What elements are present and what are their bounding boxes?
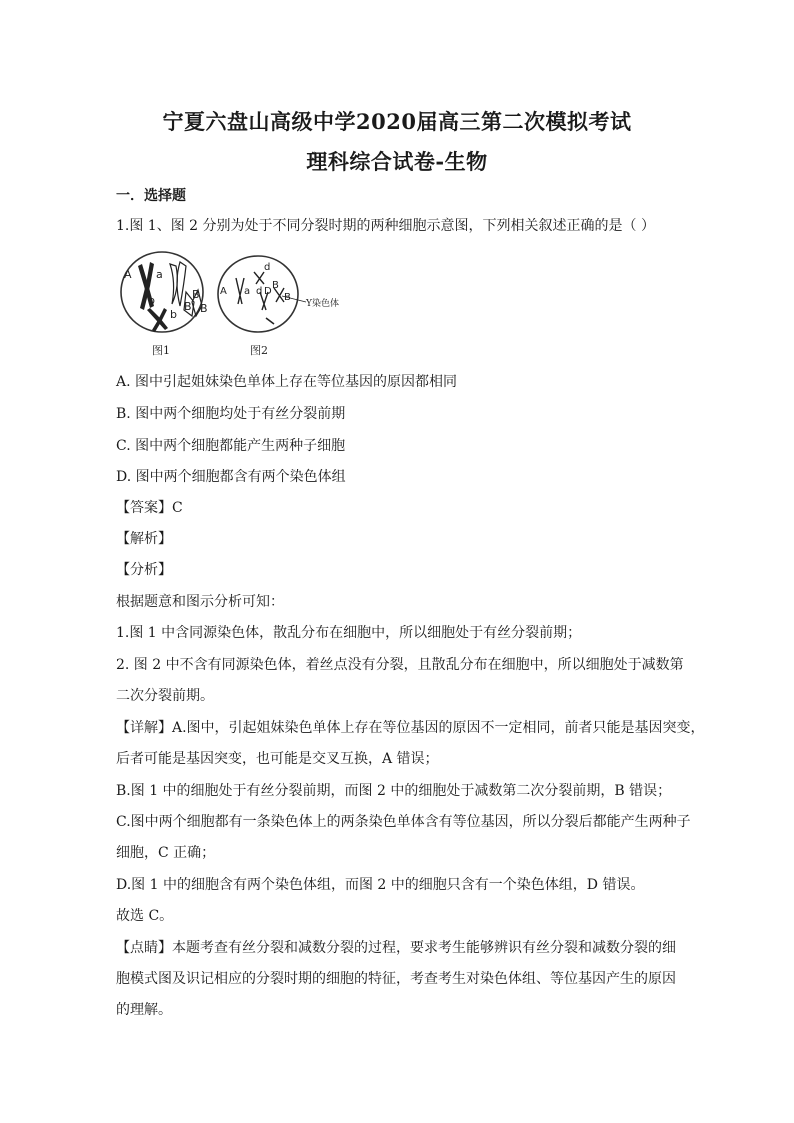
point-line: 本题考查有丝分裂和减数分裂的过程，要求考生能够辨识有丝分裂和减数分裂的细 bbox=[172, 940, 676, 956]
detail-label: 【详解】 bbox=[116, 720, 172, 736]
fig2-chromosome-5 bbox=[266, 318, 274, 324]
point-line: 胞模式图及识记相应的分裂时期的细胞的特征，考查考生对染色体组、等位基因产生的原因 bbox=[116, 971, 676, 987]
fig1-letter: A bbox=[124, 268, 132, 281]
fenxi-line: 二次分裂前期。 bbox=[116, 688, 214, 704]
fig2-letter: A bbox=[220, 286, 227, 297]
answer-line bbox=[116, 498, 686, 518]
option-a: A. 图中引起姐妹染色单体上存在等位基因的原因都相同 bbox=[116, 374, 458, 390]
detail-line: C.图中两个细胞都有一条染色体上的两条染色单体含有等位基因，所以分裂后都能产生两种子 bbox=[116, 814, 691, 830]
detail-line: 后者可能是基因突变，也可能是交叉互换，A 错误； bbox=[116, 751, 439, 767]
fig1-letter: B bbox=[200, 302, 208, 315]
question-stem: 1.图 1、图 2 分别为处于不同分裂时期的两种细胞示意图，下列相关叙述正确的是（ ） bbox=[116, 218, 655, 234]
detail-line-first bbox=[116, 718, 705, 738]
exam-title: 宁夏六盘山高级中学2020届高三第二次模拟考试 bbox=[162, 109, 632, 134]
point-line-first bbox=[116, 938, 686, 958]
cell-diagram-svg bbox=[114, 248, 364, 360]
fig2-letter: d bbox=[256, 286, 263, 297]
detail-line: 故选 C。 bbox=[116, 908, 174, 924]
fig1-caption: 图1 bbox=[152, 344, 170, 357]
answer-value: C bbox=[172, 500, 183, 516]
option-c: C. 图中两个细胞都能产生两种子细胞 bbox=[116, 438, 346, 454]
fig2-annotation-label: Y染色体 bbox=[306, 299, 339, 309]
fig2-chromosome-1 bbox=[236, 278, 244, 304]
point-label: 【点睛】 bbox=[116, 940, 172, 956]
fenxi-line: 1.图 1 中含同源染色体，散乱分布在细胞中，所以细胞处于有丝分裂前期； bbox=[116, 625, 582, 641]
fenxi-line: 2. 图 2 中不含有同源染色体，着丝点没有分裂，且散乱分布在细胞中，所以细胞处于减数第 bbox=[116, 657, 684, 673]
fig1-letter: B bbox=[184, 300, 192, 313]
fig1-letter: a bbox=[156, 268, 163, 281]
exam-subtitle: 理科综合试卷-生物 bbox=[306, 149, 488, 174]
fig2-letter: D bbox=[264, 286, 272, 297]
fig2-chromosome-2 bbox=[254, 272, 264, 284]
fig2-caption: 图2 bbox=[250, 344, 268, 357]
section-heading: 一．选择题 bbox=[116, 188, 186, 204]
fig1-letter: B bbox=[192, 288, 200, 301]
option-b: B. 图中两个细胞均处于有丝分裂前期 bbox=[116, 406, 346, 422]
option-d: D. 图中两个细胞都含有两个染色体组 bbox=[116, 469, 346, 485]
fig1-letter: b bbox=[170, 308, 177, 321]
fig2-letter: a bbox=[244, 286, 251, 297]
fenxi-label: 【分析】 bbox=[116, 562, 172, 578]
point-line: 的理解。 bbox=[116, 1002, 172, 1018]
fig2-letter: B bbox=[284, 292, 291, 303]
fig2-letter: d bbox=[264, 262, 271, 273]
fig2-letter: B bbox=[272, 280, 279, 291]
answer-label: 【答案】 bbox=[116, 500, 172, 516]
fenxi-line: 根据题意和图示分析可知： bbox=[116, 594, 284, 610]
detail-line: A.图中，引起姐妹染色单体上存在等位基因的原因不一定相同，前者只能是基因突变， bbox=[172, 720, 705, 736]
detail-line: D.图 1 中的细胞含有两个染色体组，而图 2 中的细胞只含有一个染色体组，D 错误。 bbox=[116, 877, 645, 893]
analysis-label: 【解析】 bbox=[116, 531, 172, 547]
fig1-letter: b bbox=[148, 294, 155, 307]
detail-line: 细胞，C 正确； bbox=[116, 845, 216, 861]
fig1-chromosome-5 bbox=[170, 264, 177, 304]
cell-diagram-figure bbox=[114, 248, 364, 360]
detail-line: B.图 1 中的细胞处于有丝分裂前期，而图 2 中的细胞处于减数第二次分裂前期，B 错误； bbox=[116, 783, 672, 799]
